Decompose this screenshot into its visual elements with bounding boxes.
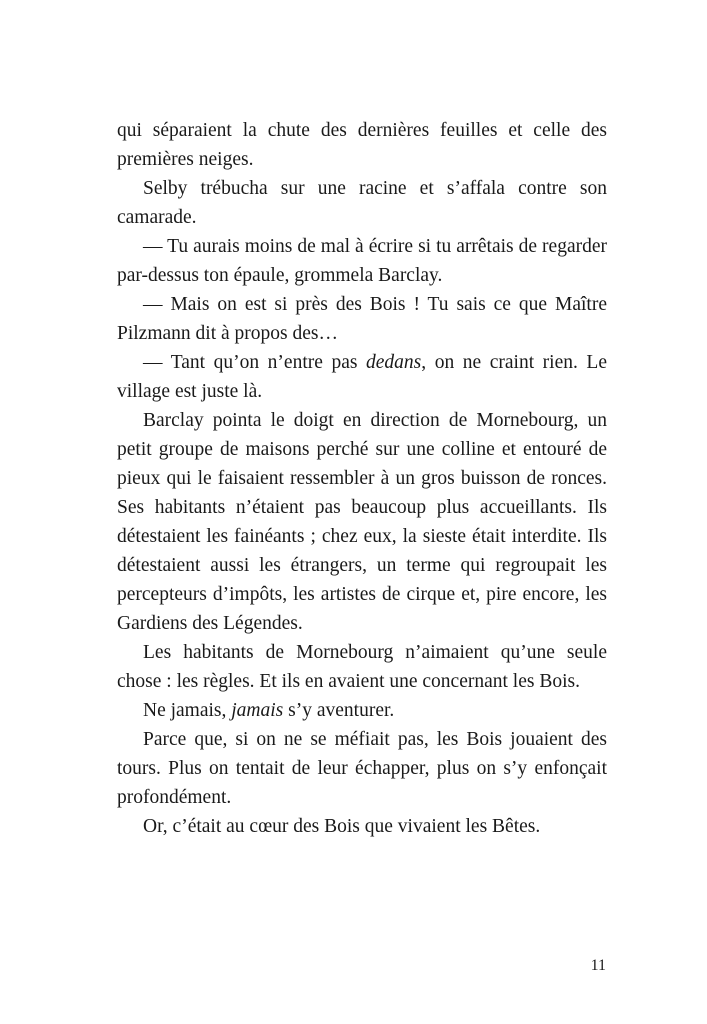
text-run: , on ne craint rien. Le village est juste là. xyxy=(117,352,607,402)
paragraph xyxy=(117,406,607,638)
page-number: 11 xyxy=(590,957,606,974)
text-run: — Mais on est si près des Bois ! Tu sais ce que Maître Pilzmann dit à propos des… xyxy=(117,294,607,344)
paragraph xyxy=(117,174,607,232)
paragraph xyxy=(117,116,607,174)
text-run: qui séparaient la chute des dernières feuilles et celle des premières neiges. xyxy=(117,120,607,170)
paragraph xyxy=(117,232,607,290)
text-run: — Tu aurais moins de mal à écrire si tu arrêtais de regarder par-dessus ton épaule, grommela Barclay. xyxy=(117,236,607,286)
text-run: Barclay pointa le doigt en direction de Mornebourg, un petit groupe de maisons perché sur une colline et entouré de pieux qui le faisaient ressembler à un gros buisson de ronces. Ses habitants n’étaient pas beaucoup plus accueillants. Ils détestaient les fainéants ; chez eux, la sieste était interdite. Ils détestaient aussi les étrangers, un terme qui regroupait les percepteurs d’impôts, les artistes de cirque et, pire encore, les Gardiens des Légendes. xyxy=(117,410,607,634)
text-run: — Tant qu’on n’entre pas xyxy=(143,352,367,373)
paragraph xyxy=(117,725,607,812)
paragraph xyxy=(117,638,607,696)
italic-text-run: jamais xyxy=(231,700,284,721)
paragraph xyxy=(117,696,607,725)
text-run: Les habitants de Mornebourg n’aimaient qu’une seule chose : les règles. Et ils en avaient une concernant les Bois. xyxy=(117,642,607,692)
text-run: Or, c’était au cœur des Bois que vivaient les Bêtes. xyxy=(143,816,541,837)
text-run: Selby trébucha sur une racine et s’affala contre son camarade. xyxy=(117,178,607,228)
text-run: s’y aventurer. xyxy=(283,700,395,721)
paragraph xyxy=(117,812,607,841)
paragraph xyxy=(117,348,607,406)
text-run: Parce que, si on ne se méfiait pas, les Bois jouaient des tours. Plus on tentait de leur échapper, plus on s’y enfonçait profondément. xyxy=(117,729,607,808)
text-run: Ne jamais, xyxy=(143,700,232,721)
body-text xyxy=(117,116,607,841)
italic-text-run: dedans xyxy=(366,352,422,373)
paragraph xyxy=(117,290,607,348)
